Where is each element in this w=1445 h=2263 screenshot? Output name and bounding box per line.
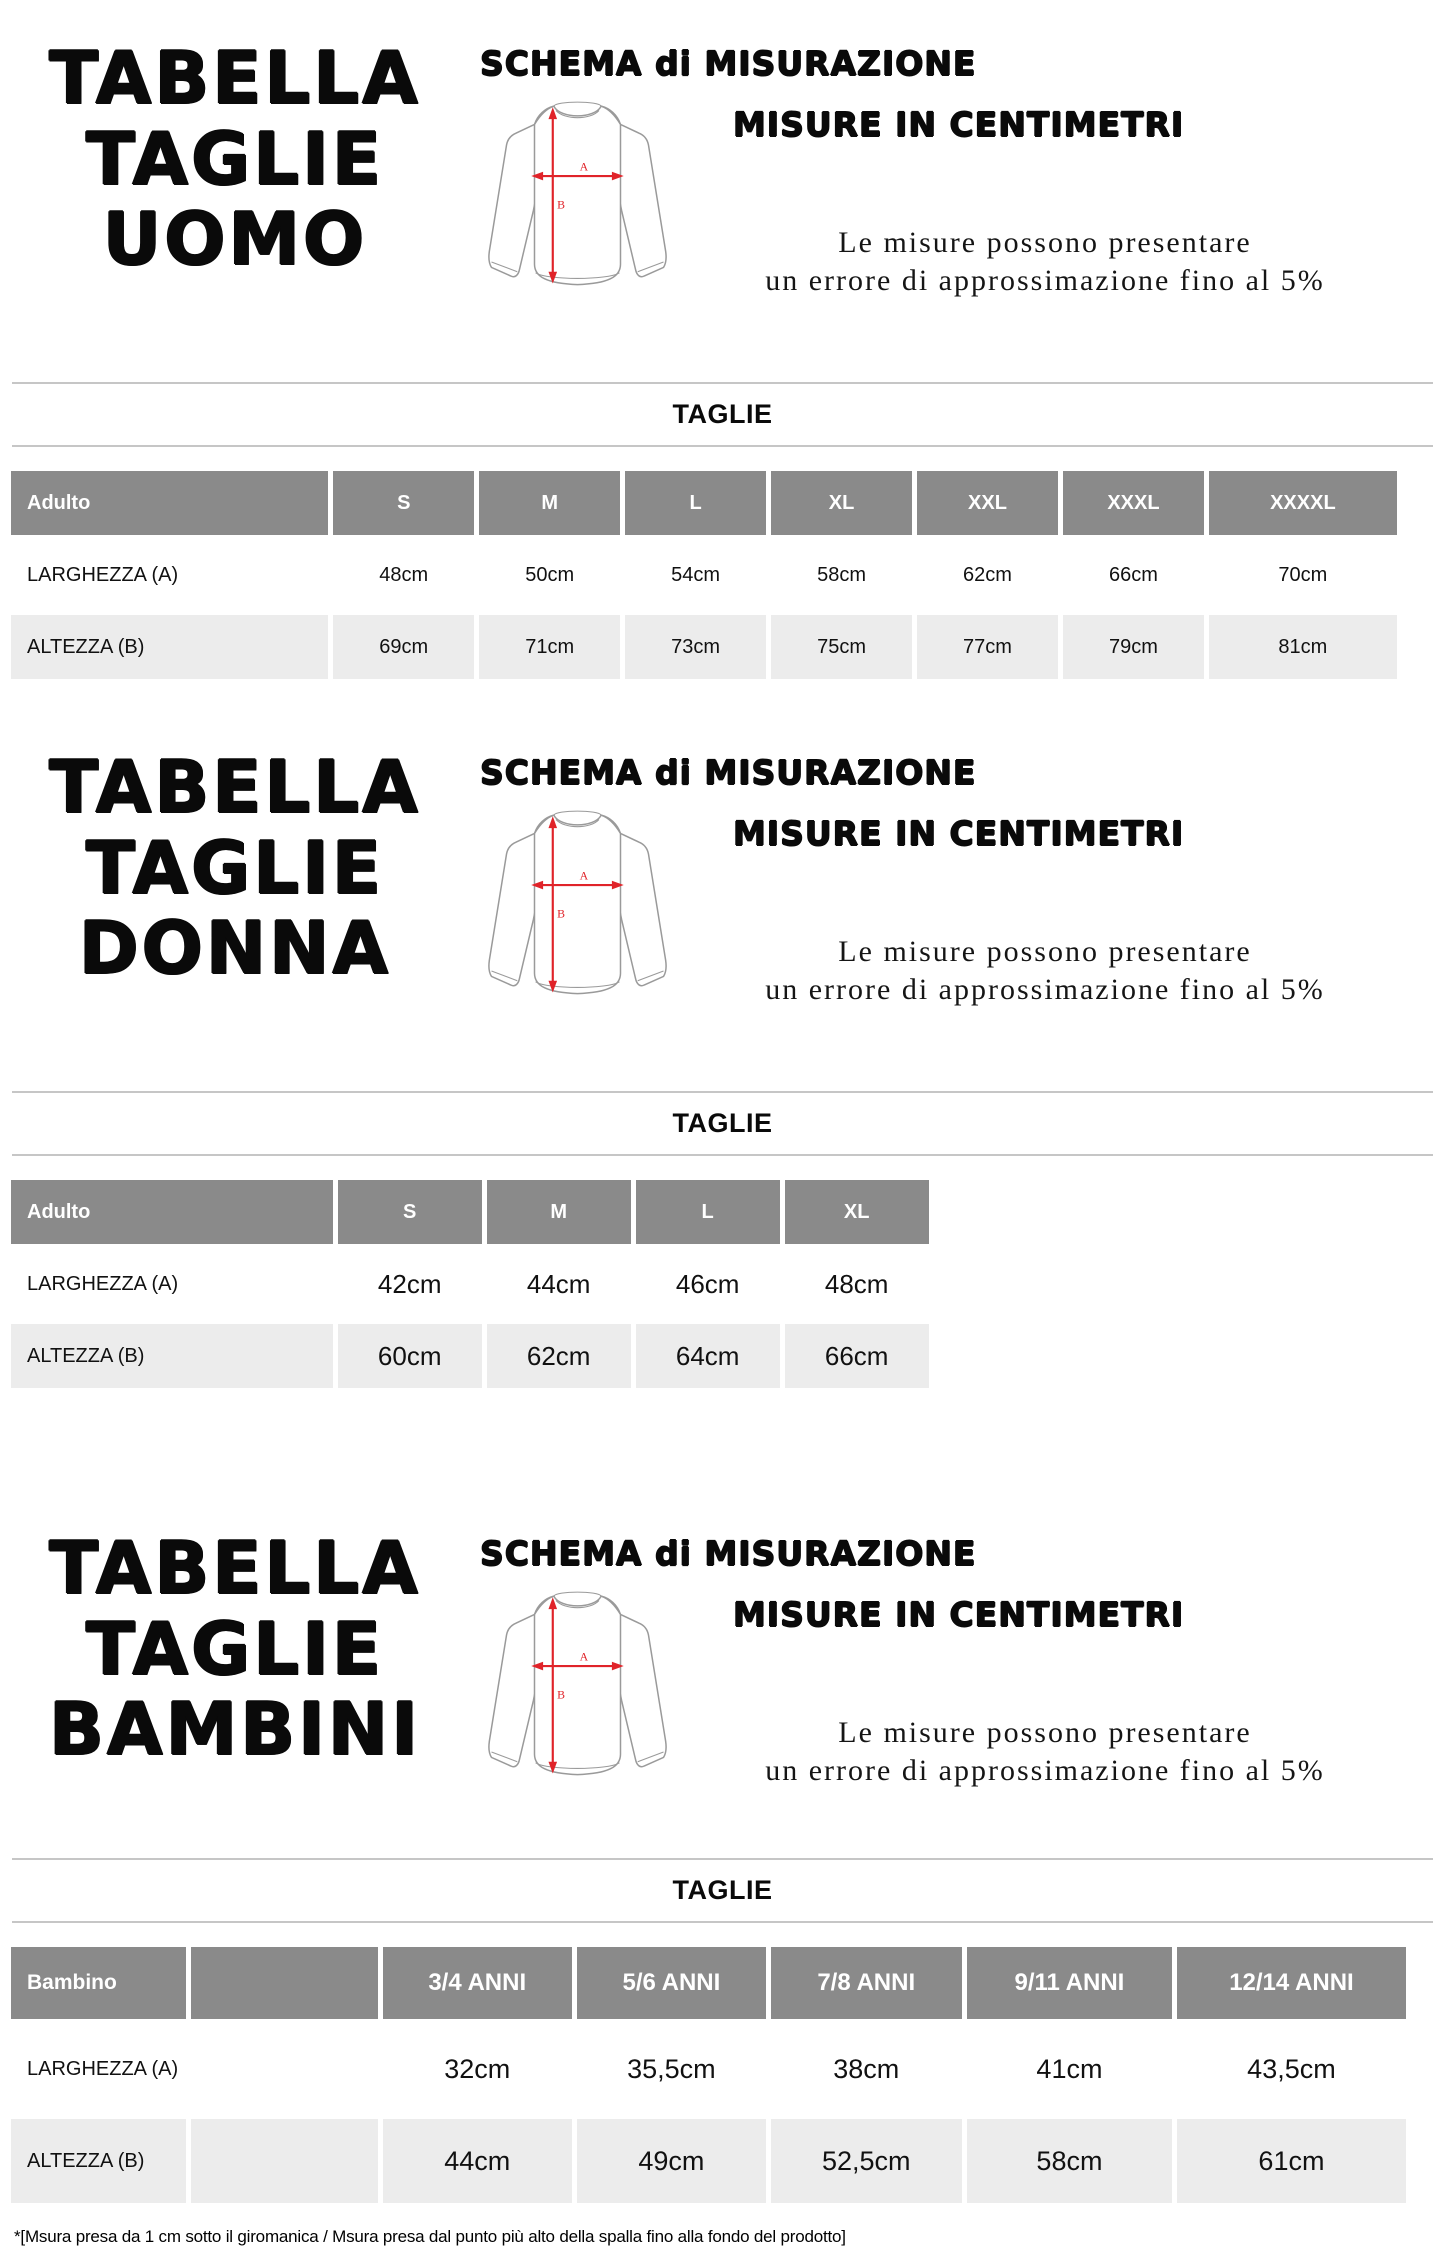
measure-value: 48cm: [379, 563, 429, 586]
measure-value: 64cm: [636, 1324, 780, 1388]
size-column-header: 7/8 ANNI: [771, 1947, 962, 2019]
empty-cell: [191, 2119, 377, 2203]
measure-value: 48cm: [824, 1268, 889, 1299]
table-group-header: Adulto: [11, 1180, 333, 1244]
measure-value: 58cm: [967, 2119, 1173, 2203]
size-column-header: XXL: [917, 471, 1058, 535]
section-title-donna: [0, 733, 470, 989]
size-column-header: XXXL: [1063, 471, 1204, 535]
table-group-header: Adulto: [11, 471, 328, 535]
row-label: LARGHEZZA (A): [27, 563, 179, 586]
size-column-header: 3/4 ANNI: [383, 1947, 572, 2019]
section-donna-right: [470, 733, 1445, 1012]
shirt-diagram-svg: [470, 91, 685, 303]
measure-value: 60cm: [338, 1324, 482, 1388]
measure-value: 44cm: [383, 2119, 572, 2203]
section-title-line: DONNA: [78, 906, 392, 991]
row-label: LARGHEZZA (A): [27, 1272, 179, 1295]
tolerance-disclaimer: [685, 1714, 1405, 1793]
width-label: A: [579, 159, 589, 174]
table-group-header: Bambino: [11, 1947, 186, 2019]
shirt-collar-inner: [554, 1592, 601, 1596]
measure-value: 71cm: [479, 615, 620, 679]
measure-row: [11, 1252, 929, 1316]
width-label: A: [579, 868, 589, 883]
right-texts: [685, 91, 1445, 303]
section-title-line: TAGLIE: [85, 1606, 385, 1691]
measure-value: 41cm: [1036, 2053, 1103, 2084]
measure-value: 43,5cm: [1247, 2053, 1336, 2084]
measure-value: 75cm: [771, 615, 912, 679]
row-label: ALTEZZA (B): [11, 615, 328, 679]
shirt-collar-inner: [554, 811, 601, 815]
media-row: [470, 91, 1445, 303]
taglie-band-bambini: [12, 1858, 1433, 1923]
measure-value: 42cm: [377, 1268, 442, 1299]
table-header-row: [11, 1180, 929, 1244]
measure-value: 46cm: [675, 1268, 740, 1299]
size-column-header: 5/6 ANNI: [577, 1947, 766, 2019]
section-donna: [0, 733, 1445, 1396]
size-column-header: 12/14 ANNI: [1177, 1947, 1405, 2019]
divider-line: [12, 1154, 1433, 1156]
measure-value: 32cm: [444, 2053, 511, 2084]
size-column-header: XL: [771, 471, 912, 535]
row-label: LARGHEZZA (A): [27, 2057, 179, 2080]
shirt-measurement-diagram: [470, 1581, 685, 1793]
shirt-measurement-diagram: [470, 91, 685, 303]
schema-misurazione-heading: SCHEMA di MISURAZIONE: [480, 1534, 977, 1573]
row-label: ALTEZZA (B): [11, 2119, 186, 2203]
section-bambini-right: [470, 1514, 1445, 1793]
size-column-header: XL: [785, 1180, 929, 1244]
divider-line: [12, 445, 1433, 447]
size-column-header: M: [479, 471, 620, 535]
taglie-heading: TAGLIE: [672, 1108, 773, 1138]
section-title-bambini: [0, 1514, 470, 1770]
measure-value: 61cm: [1177, 2119, 1405, 2203]
table-header-row: [11, 471, 1397, 535]
divider-line: [12, 1921, 1433, 1923]
measure-row: [11, 615, 1397, 679]
measure-row: [11, 2027, 1406, 2111]
section-title-line: TAGLIE: [85, 825, 385, 910]
size-column-header: S: [338, 1180, 482, 1244]
misure-centimetri-heading: MISURE IN CENTIMETRI: [733, 1595, 1185, 1634]
section-bambini: [0, 1514, 1445, 2247]
empty-column-header: [191, 1947, 377, 2019]
taglie-band-uomo: [12, 382, 1433, 447]
measure-value: 52,5cm: [771, 2119, 962, 2203]
table-header-row: [11, 1947, 1406, 2019]
disclaimer-line: Le misure possono presentare: [838, 1716, 1252, 1749]
measure-value: 62cm: [487, 1324, 631, 1388]
section-uomo-top: [0, 24, 1445, 376]
size-table-uomo: [6, 463, 1402, 687]
height-label: B: [557, 906, 565, 921]
taglie-band-donna: [12, 1091, 1433, 1156]
measure-value: 66cm: [785, 1324, 929, 1388]
shirt-body: [535, 815, 621, 993]
measure-value: 81cm: [1209, 615, 1397, 679]
section-uomo: [0, 24, 1445, 687]
shirt-body: [535, 1596, 621, 1774]
taglie-heading: TAGLIE: [672, 399, 773, 429]
section-donna-top: [0, 733, 1445, 1085]
right-texts: [685, 800, 1445, 1012]
measure-value: 49cm: [577, 2119, 766, 2203]
measure-row: [11, 1324, 929, 1388]
media-row: [470, 800, 1445, 1012]
measure-value: 69cm: [333, 615, 474, 679]
size-table-bambini: [6, 1939, 1411, 2211]
shirt-measurement-diagram: [470, 800, 685, 1012]
measure-value: 44cm: [526, 1268, 591, 1299]
measure-value: 38cm: [833, 2053, 900, 2084]
size-column-header: L: [625, 471, 766, 535]
section-title-line: TAGLIE: [85, 116, 385, 201]
size-column-header: XXXXL: [1209, 471, 1397, 535]
height-label: B: [557, 1687, 565, 1702]
shirt-diagram-svg: [470, 800, 685, 1012]
measure-value: 70cm: [1278, 563, 1328, 586]
row-label: ALTEZZA (B): [11, 1324, 333, 1388]
measure-value: 35,5cm: [627, 2053, 716, 2084]
disclaimer-line: Le misure possono presentare: [838, 935, 1252, 968]
shirt-diagram-svg: [470, 1581, 685, 1793]
measure-value: 62cm: [963, 563, 1012, 586]
disclaimer-line: Le misure possono presentare: [838, 226, 1252, 259]
measure-row: [11, 543, 1397, 607]
disclaimer-line: un errore di approssimazione fino al 5%: [765, 1753, 1325, 1787]
section-title-line: UOMO: [102, 197, 368, 282]
tolerance-disclaimer: [685, 224, 1405, 303]
size-column-header: L: [636, 1180, 780, 1244]
measure-value: 54cm: [671, 563, 721, 586]
section-uomo-right: [470, 24, 1445, 303]
section-title-line: TABELLA: [49, 36, 421, 120]
media-row: [470, 1581, 1445, 1793]
measure-value: 79cm: [1063, 615, 1204, 679]
size-column-header: 9/11 ANNI: [967, 1947, 1173, 2019]
width-label: A: [579, 1649, 589, 1664]
section-title-line: BAMBINI: [49, 1687, 421, 1772]
disclaimer-line: un errore di approssimazione fino al 5%: [765, 972, 1325, 1006]
disclaimer-line: un errore di approssimazione fino al 5%: [765, 263, 1325, 297]
measurement-footnote: *[Msura presa da 1 cm sotto il giromanica / Msura presa dal punto più alto della spalla fino alla fondo del prodotto]: [14, 2227, 846, 2246]
section-title-uomo: [0, 24, 470, 280]
taglie-heading: TAGLIE: [672, 1875, 773, 1905]
schema-misurazione-heading: SCHEMA di MISURAZIONE: [480, 753, 977, 792]
measure-value: 73cm: [625, 615, 766, 679]
size-column-header: M: [487, 1180, 631, 1244]
shirt-body: [535, 106, 621, 284]
height-label: B: [557, 197, 565, 212]
section-title-line: TABELLA: [49, 745, 421, 829]
measure-value: 50cm: [525, 563, 575, 586]
tolerance-disclaimer: [685, 933, 1405, 1012]
misure-centimetri-heading: MISURE IN CENTIMETRI: [733, 814, 1185, 853]
measure-row: [11, 2119, 1406, 2203]
misure-centimetri-heading: MISURE IN CENTIMETRI: [733, 105, 1185, 144]
size-table-donna: [6, 1172, 934, 1396]
measure-value: 77cm: [917, 615, 1058, 679]
measure-value: 66cm: [1108, 563, 1158, 586]
size-column-header: S: [333, 471, 474, 535]
right-texts: [685, 1581, 1445, 1793]
section-title-line: TABELLA: [49, 1526, 421, 1610]
shirt-collar-inner: [554, 102, 601, 106]
schema-misurazione-heading: SCHEMA di MISURAZIONE: [480, 44, 977, 83]
empty-cell: [191, 2027, 377, 2111]
measure-value: 58cm: [817, 563, 867, 586]
section-bambini-top: [0, 1514, 1445, 1852]
